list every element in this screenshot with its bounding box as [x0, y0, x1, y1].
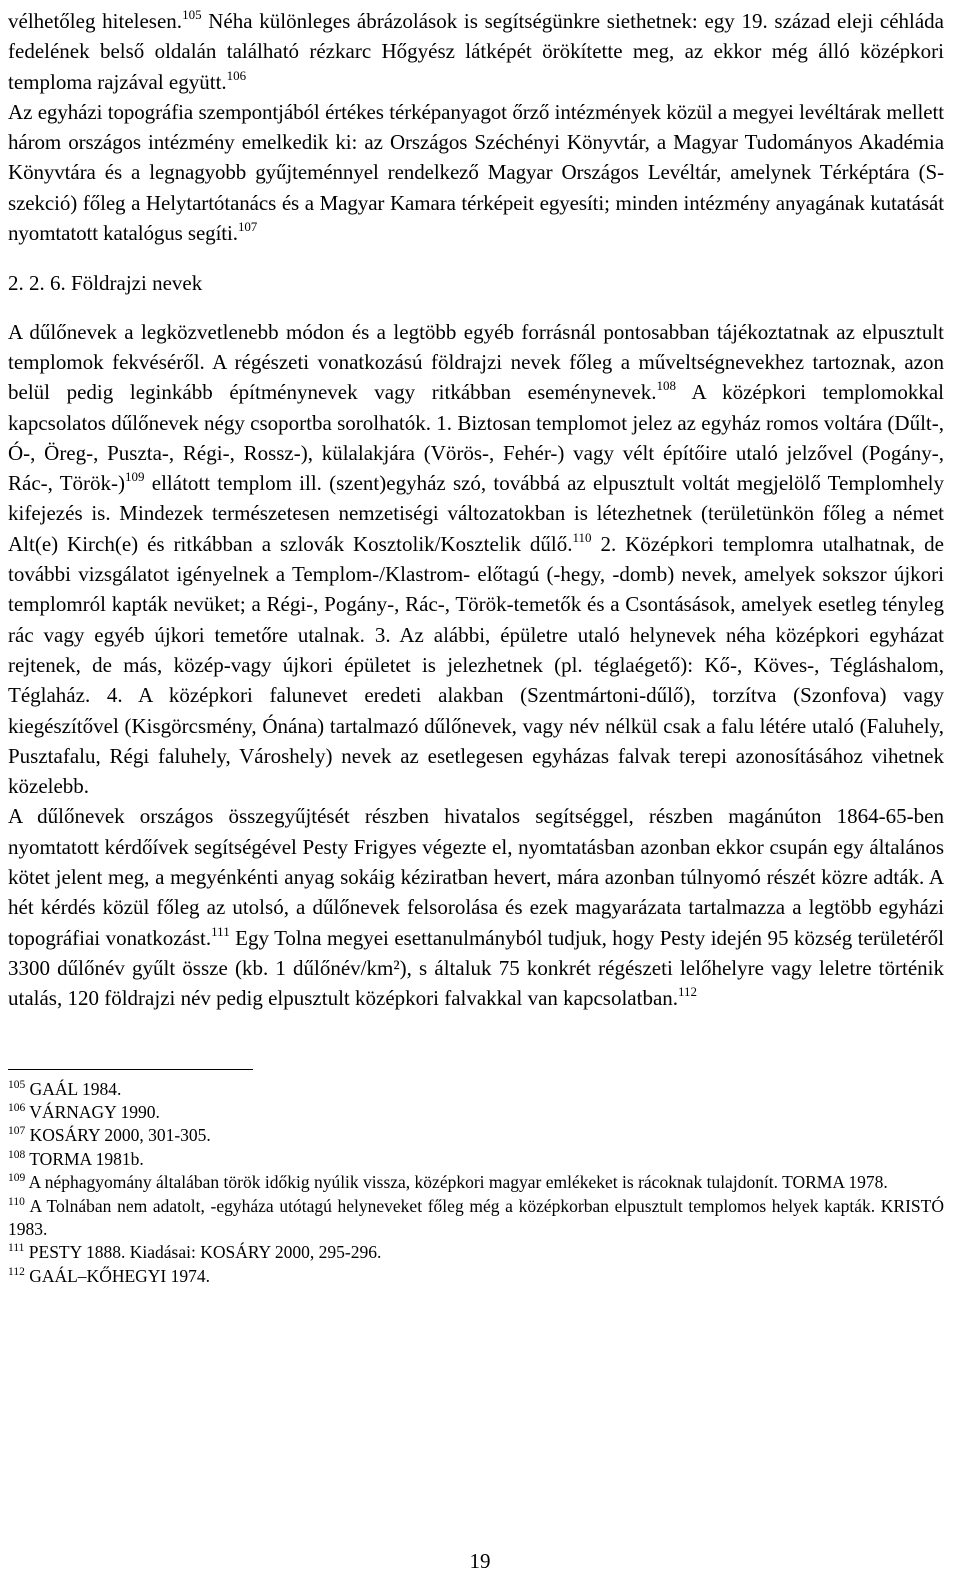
- footnote: [8, 1195, 944, 1242]
- paragraph-text: A dűlőnevek országos összegyűjtését részben hivatalos segítséggel, részben magánúton 1864-65-ben nyomtatott kérdőívek segítségével Pesty Frigyes végezte el, nyomtatásban azonban ekkor csupán egy általános kötet jelent meg, a megyénkénti anyag sokáig kéziratban hevert, mára azonban túlnyomó részét közre adták. A hét kérdés közül főleg az utolsó, a dűlőnevek felsorolása és ezek magyarázata tartalmazza a legtöbb egyházi topográfiai vonatkozást.: [8, 804, 944, 950]
- footnote-text: A Tolnában nem adatolt, -egyháza utótagú helyneveket főleg még a középkorban elpusztult templomos helyek kapták. KRISTÓ 1983.: [8, 1195, 944, 1239]
- footnote-number: 109: [8, 1172, 26, 1185]
- footnote-ref[interactable]: 106: [226, 67, 247, 83]
- footnote: [8, 1241, 944, 1264]
- footnote-text: A néphagyomány általában török időkig nyúlik vissza, középkori magyar emlékeket is rácoknak tulajdonít. TORMA 1978.: [25, 1172, 888, 1193]
- footnote-divider: [8, 1069, 253, 1070]
- page-number: 19: [469, 1549, 491, 1573]
- paragraph-text: A középkori templomokkal kapcsolatos dűlőnevek négy csoportba sorolhatók. 1. Biztosan templomot jelez az egyház romos voltára (Dűlt-, Ó-, Öreg-, Puszta-, Régi-, Rossz-), külalakjára (Vörös-, Fehér-) vagy vélt építőire utaló jelzővel (Pogány-, Rác-, Török-): [8, 380, 944, 496]
- footnote-ref[interactable]: 105: [182, 7, 202, 22]
- paragraph-text: Egy Tolna megyei esettanulmányból tudjuk, hogy Pesty idején 95 község területéről 3300 dűlőnév gyűlt össze (kb. 1 dűlőnév/km²), s általuk 75 konkrét régészeti lelőhelyre vagy leletre történik utalás, 120 földrajzi név pedig elpusztult középkori falvakkal van kapcsolatban.: [8, 925, 944, 1011]
- footnote-number: 107: [8, 1125, 26, 1138]
- footnote-ref[interactable]: 110: [572, 529, 592, 545]
- paragraph-text: ellátott templom ill. (szent)egyház szó, továbbá az elpusztult voltát megjelölő Templomhely kifejezés is. Mindezek természetesen nemzetiségi változatokban is létezhetnek (területünkön főleg a német Alt(e) Kirch(e) és ritkábban a szlovák Kosztolik/Kosztelik dűlő.: [8, 471, 944, 556]
- paragraph-4: [8, 801, 944, 1013]
- paragraph-1: [8, 6, 944, 97]
- footnote: [8, 1171, 944, 1194]
- footnote-ref[interactable]: 108: [656, 378, 676, 394]
- footnotes: [8, 1078, 944, 1289]
- footnote-ref[interactable]: 107: [237, 219, 258, 235]
- paragraph-text: 2. Középkori templomra utalhatnak, de további vizsgálatot igényelnek a Templom-/Klastrom- előtagú (-hegy, -domb) nevek, amelyek sokszor újkori templomról kapták nevüket; a Régi-, Pogány-, Rác-, Török-temetők és a Csontásások, amelyek esetleg tényleg rác vagy egyéb újkori temetőre utalnak. 3. Az alábbi, épületre utaló helynevek néha középkori egyházat rejtenek, de más, közép-vagy újkori épületet is jelezhetnek (pl. téglaégető): Kő-, Köves-, Tégláshalom, Téglaház. 4. A középkori falunevet eredeti alakban (Szentmártoni-dűlő), torzítva (Szonfova) vagy kiegészítővel (Kisgörcsmény, Ónána) tartalmazó dűlőnevek, vagy név nélkül csak a falu létére utaló (Faluhely, Pusztafalu, Régi faluhely, Városhely) nevek az esetlegesen egyházas falvak terepi azonosításához vihetnek közelebb.: [8, 531, 944, 799]
- footnote-text: GAÁL–KŐHEGYI 1974.: [24, 1265, 211, 1286]
- footnote-text: VÁRNAGY 1990.: [25, 1101, 160, 1122]
- paragraph-text: vélhetőleg hitelesen.: [8, 9, 183, 33]
- footnote-number: 112: [8, 1265, 25, 1278]
- footnote-number: 106: [8, 1101, 26, 1114]
- paragraph-text: A dűlőnevek a legközvetlenebb módon és a legtöbb egyéb forrásnál pontosabban tájékoztatnak az elpusztult templomok fekvéséről. A régészeti vonatkozású földrajzi nevek főleg a műveltségnevekhez tartoznak, azon belül pedig leginkább építménynevek vagy ritkábban eseménynevek.: [8, 319, 944, 405]
- footnote: [8, 1124, 944, 1147]
- footnote: [8, 1265, 944, 1288]
- footnote-ref[interactable]: 112: [678, 984, 698, 1000]
- paragraph-text: Az egyházi topográfia szempontjából értékes térképanyagot őrző intézmények közül a megyei levéltárak mellett három országos intézmény emelkedik ki: az Országos Széchényi Könyvtár, a Magyar Tudományos Akadémia Könyvtára és a legnagyobb gyűjteménnyel rendelkező Magyar Országos Levéltár, amelynek Térképtára (S-szekció) főleg a Helytartótanács és a Magyar Kamara térképeit egyesíti; minden intézmény anyagának kutatását nyomtatott katalógus segíti.: [8, 99, 944, 246]
- paragraph-text: Néha különleges ábrázolások is segítségünkre siethetnek: egy 19. század eleji céhláda fedelének belső oldalán található rézkarc Hőgyész látképét örökítette meg, az ekkor még álló középkori temploma rajzával együtt.: [8, 9, 945, 94]
- footnote: [8, 1078, 944, 1101]
- paragraph-2: [8, 97, 944, 248]
- footnote-number: 108: [8, 1148, 26, 1161]
- footnote-number: 110: [8, 1195, 25, 1208]
- paragraph-3: [8, 317, 944, 802]
- footnote-text: PESTY 1888. Kiadásai: KOSÁRY 2000, 295-296.: [24, 1242, 382, 1263]
- footnote: [8, 1148, 944, 1171]
- footnote-ref[interactable]: 111: [211, 923, 230, 939]
- footnote-number: 111: [8, 1242, 25, 1255]
- footnote-text: TORMA 1981b.: [25, 1148, 144, 1169]
- footnote-ref[interactable]: 109: [125, 469, 145, 485]
- footnote-text: KOSÁRY 2000, 301-305.: [25, 1125, 211, 1146]
- footnote-text: GAÁL 1984.: [25, 1078, 122, 1099]
- footnote: [8, 1101, 944, 1124]
- footnote-number: 105: [8, 1078, 26, 1091]
- section-heading: 2. 2. 6. Földrajzi nevek: [8, 271, 203, 296]
